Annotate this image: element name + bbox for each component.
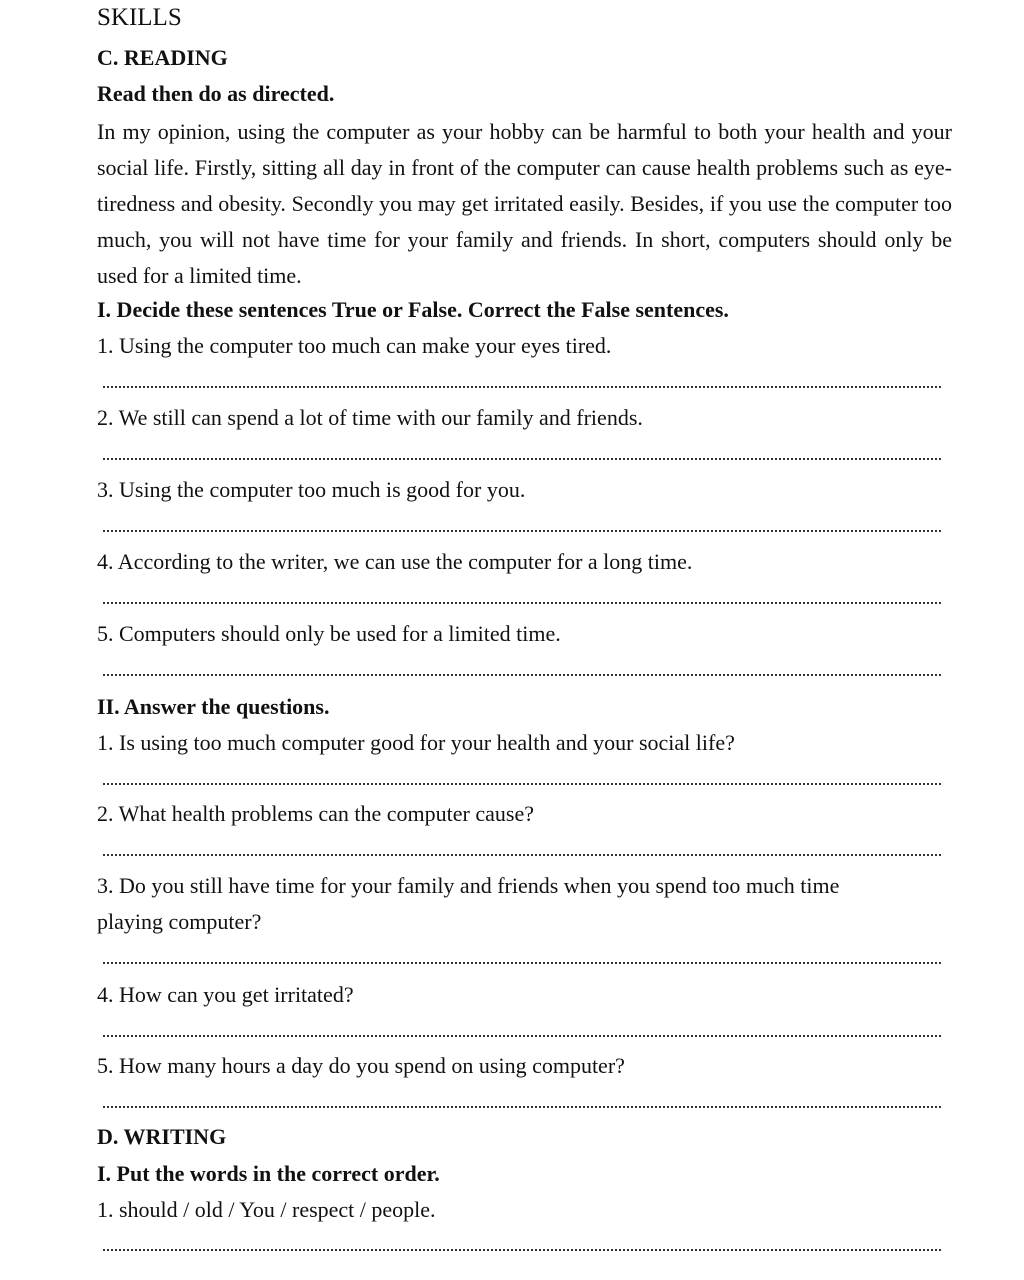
tf-answer-line-2[interactable] [103, 458, 941, 460]
question-3: 3. Do you still have time for your family and friends when you spend too much time [97, 873, 840, 898]
tf-answer-line-3[interactable] [103, 530, 941, 532]
section-title: SKILLS [97, 4, 182, 31]
word-order-answer-line-1[interactable] [103, 1249, 941, 1251]
question-answer-line-4[interactable] [103, 1035, 941, 1037]
reading-instruction: Read then do as directed. [97, 81, 335, 106]
question-4: 4. How can you get irritated? [97, 982, 354, 1007]
reading-heading: C. READING [97, 45, 228, 70]
true-false-heading: I. Decide these sentences True or False. Correct the False sentences. [97, 297, 729, 322]
question-3-continued: playing computer? [97, 909, 262, 934]
reading-passage: In my opinion, using the computer as your hobby can be harmful to both your health and your social life. Firstly, sitting all day in front of the computer can cause health problems such as eye-tiredness and obesity. Secondly you may get irritated easily. Besides, if you use the computer too much, you will not have time for your family and friends. In short, computers should only be used for a limited time. [97, 119, 952, 288]
tf-question-2: 2. We still can spend a lot of time with our family and friends. [97, 405, 643, 430]
tf-answer-line-5[interactable] [103, 674, 941, 676]
tf-question-1: 1. Using the computer too much can make your eyes tired. [97, 333, 612, 358]
tf-question-5: 5. Computers should only be used for a limited time. [97, 621, 561, 646]
question-answer-line-2[interactable] [103, 854, 941, 856]
tf-answer-line-4[interactable] [103, 602, 941, 604]
question-answer-line-3[interactable] [103, 962, 941, 964]
tf-answer-line-1[interactable] [103, 386, 941, 388]
word-order-item-1: 1. should / old / You / respect / people. [97, 1197, 436, 1222]
question-5: 5. How many hours a day do you spend on using computer? [97, 1053, 625, 1078]
question-1: 1. Is using too much computer good for your health and your social life? [97, 730, 735, 755]
tf-question-4: 4. According to the writer, we can use the computer for a long time. [97, 549, 693, 574]
word-order-heading: I. Put the words in the correct order. [97, 1161, 440, 1186]
writing-heading: D. WRITING [97, 1124, 227, 1149]
question-answer-line-1[interactable] [103, 783, 941, 785]
question-2: 2. What health problems can the computer cause? [97, 801, 534, 826]
answer-questions-heading: II. Answer the questions. [97, 694, 330, 719]
question-answer-line-5[interactable] [103, 1106, 941, 1108]
tf-question-3: 3. Using the computer too much is good for you. [97, 477, 526, 502]
